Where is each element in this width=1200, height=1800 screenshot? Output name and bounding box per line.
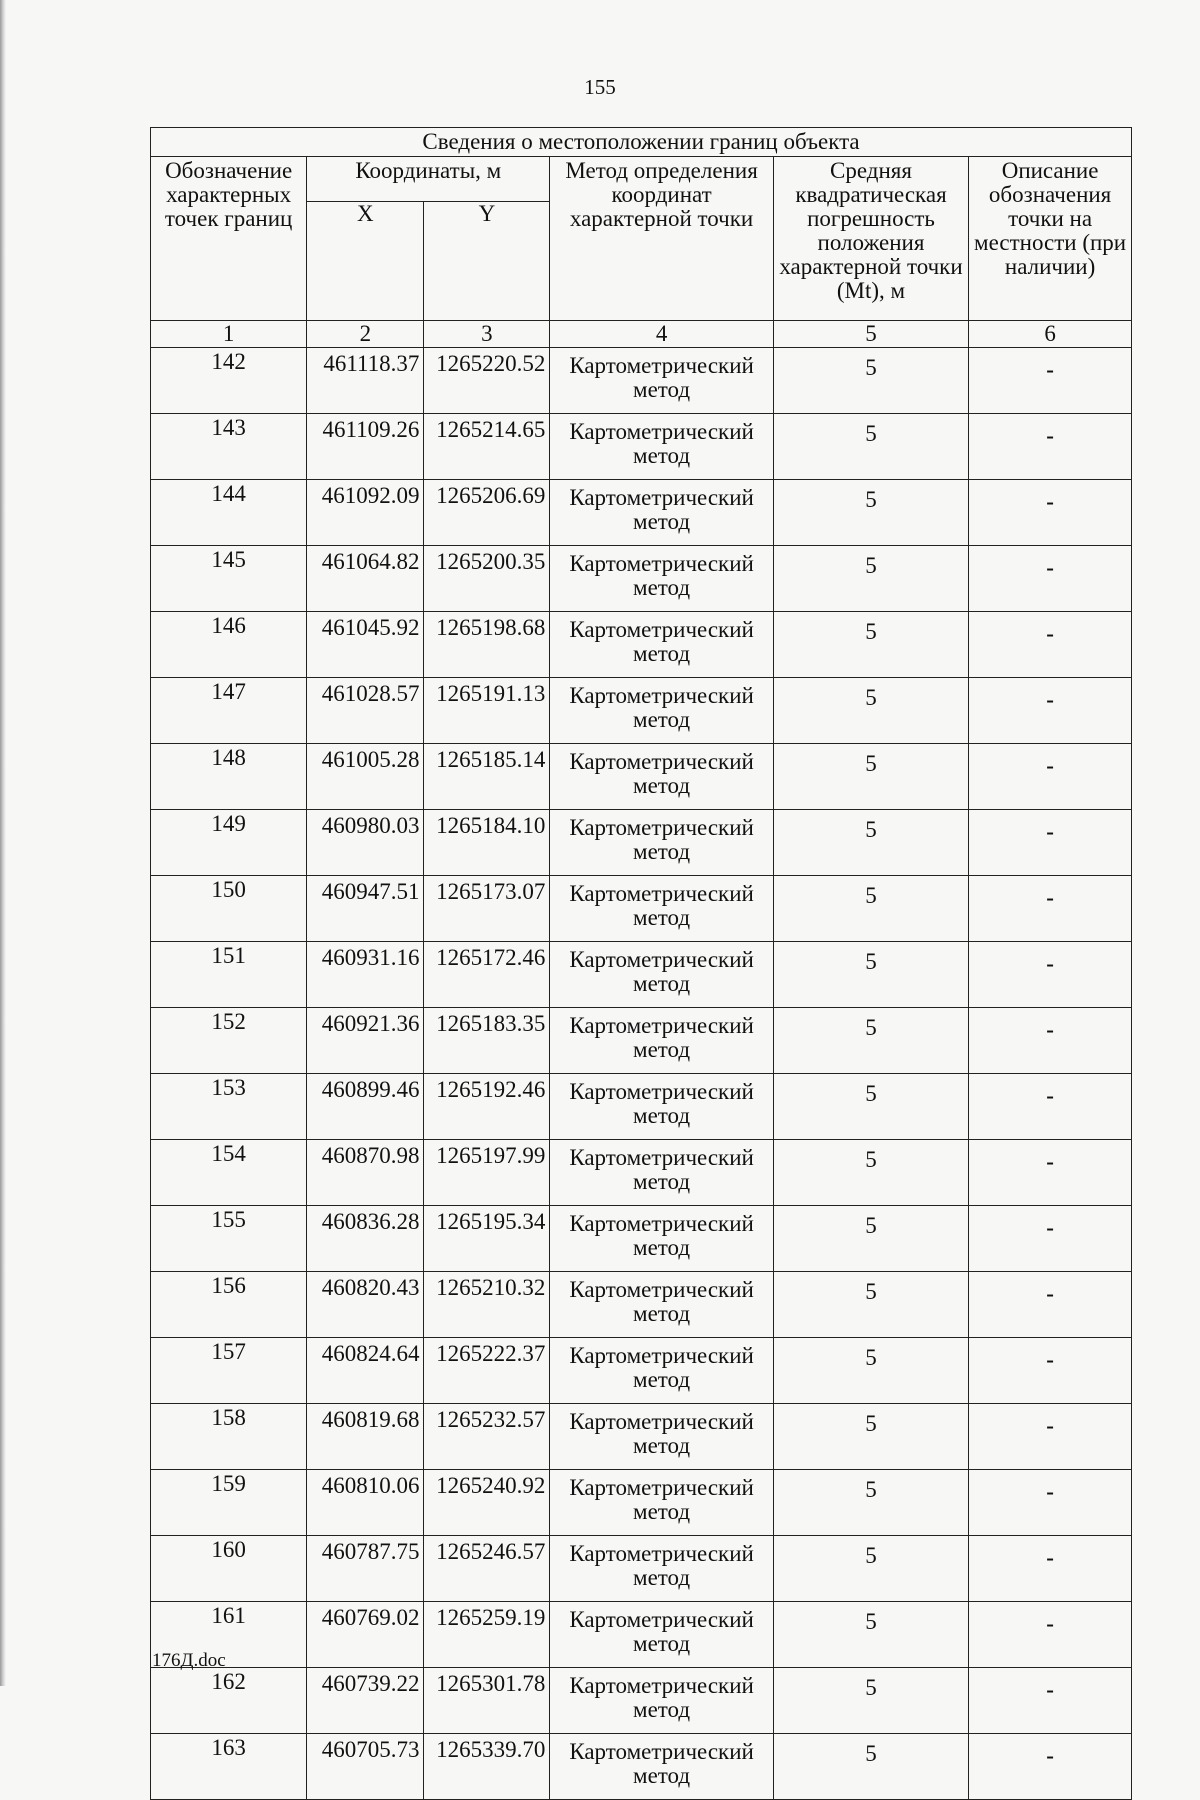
cell-x: 461092.09 <box>307 480 424 546</box>
footer-filename: 176Д.doc <box>152 1650 226 1671</box>
cell-x: 461028.57 <box>307 678 424 744</box>
table-row <box>151 744 1132 810</box>
cell-method: Картометрический метод <box>550 1734 774 1800</box>
table-row <box>151 678 1132 744</box>
cell-y: 1265200.35 <box>424 546 550 612</box>
cell-y: 1265214.65 <box>424 414 550 480</box>
table-row <box>151 1206 1132 1272</box>
cell-description: - <box>969 1272 1132 1338</box>
cell-y: 1265206.69 <box>424 480 550 546</box>
cell-point: 144 <box>151 480 307 546</box>
cell-x: 460824.64 <box>307 1338 424 1404</box>
table-row <box>151 1272 1132 1338</box>
cell-y: 1265183.35 <box>424 1008 550 1074</box>
cell-error: 5 <box>773 546 968 612</box>
cell-method: Картометрический метод <box>550 1338 774 1404</box>
header-y: Y <box>424 202 550 321</box>
cell-y: 1265339.70 <box>424 1734 550 1800</box>
cell-description: - <box>969 1470 1132 1536</box>
header-x: X <box>307 202 424 321</box>
cell-method: Картометрический метод <box>550 1470 774 1536</box>
cell-method: Картометрический метод <box>550 1668 774 1734</box>
cell-x: 460705.73 <box>307 1734 424 1800</box>
header-error: Средняя квадратическая погрешность положения характерной точки (Mt), м <box>773 157 968 321</box>
cell-error: 5 <box>773 1140 968 1206</box>
cell-method: Картометрический метод <box>550 876 774 942</box>
cell-description: - <box>969 480 1132 546</box>
cell-x: 460947.51 <box>307 876 424 942</box>
cell-x: 460769.02 <box>307 1602 424 1668</box>
cell-error: 5 <box>773 1602 968 1668</box>
cell-x: 460739.22 <box>307 1668 424 1734</box>
cell-point: 148 <box>151 744 307 810</box>
cell-y: 1265240.92 <box>424 1470 550 1536</box>
cell-description: - <box>969 1668 1132 1734</box>
cell-y: 1265172.46 <box>424 942 550 1008</box>
cell-y: 1265197.99 <box>424 1140 550 1206</box>
table-row <box>151 480 1132 546</box>
cell-point: 158 <box>151 1404 307 1470</box>
cell-point: 157 <box>151 1338 307 1404</box>
cell-x: 460921.36 <box>307 1008 424 1074</box>
cell-x: 460787.75 <box>307 1536 424 1602</box>
table-row <box>151 1602 1132 1668</box>
cell-x: 460820.43 <box>307 1272 424 1338</box>
cell-method: Картометрический метод <box>550 348 774 414</box>
cell-method: Картометрический метод <box>550 810 774 876</box>
cell-point: 160 <box>151 1536 307 1602</box>
table-row <box>151 942 1132 1008</box>
boundary-coordinates-table <box>150 127 1132 1800</box>
cell-y: 1265301.78 <box>424 1668 550 1734</box>
column-number: 5 <box>773 321 968 348</box>
cell-method: Картометрический метод <box>550 1206 774 1272</box>
table-caption: Сведения о местоположении границ объекта <box>151 128 1132 157</box>
cell-method: Картометрический метод <box>550 612 774 678</box>
cell-method: Картометрический метод <box>550 744 774 810</box>
cell-x: 460870.98 <box>307 1140 424 1206</box>
cell-description: - <box>969 1536 1132 1602</box>
cell-error: 5 <box>773 744 968 810</box>
column-number: 6 <box>969 321 1132 348</box>
table-row <box>151 546 1132 612</box>
cell-description: - <box>969 678 1132 744</box>
cell-description: - <box>969 876 1132 942</box>
cell-method: Картометрический метод <box>550 1404 774 1470</box>
cell-method: Картометрический метод <box>550 546 774 612</box>
cell-point: 150 <box>151 876 307 942</box>
cell-y: 1265220.52 <box>424 348 550 414</box>
cell-method: Картометрический метод <box>550 1074 774 1140</box>
cell-point: 151 <box>151 942 307 1008</box>
cell-x: 461045.92 <box>307 612 424 678</box>
table-row <box>151 1008 1132 1074</box>
table-row <box>151 1470 1132 1536</box>
header-coordinates: Координаты, м <box>307 157 550 202</box>
cell-description: - <box>969 1338 1132 1404</box>
cell-y: 1265185.14 <box>424 744 550 810</box>
cell-y: 1265184.10 <box>424 810 550 876</box>
table-row <box>151 810 1132 876</box>
cell-error: 5 <box>773 1734 968 1800</box>
cell-point: 162 <box>151 1668 307 1734</box>
cell-y: 1265195.34 <box>424 1206 550 1272</box>
cell-x: 461064.82 <box>307 546 424 612</box>
cell-description: - <box>969 1074 1132 1140</box>
cell-description: - <box>969 942 1132 1008</box>
table-row <box>151 1536 1132 1602</box>
cell-error: 5 <box>773 1008 968 1074</box>
cell-point: 143 <box>151 414 307 480</box>
cell-method: Картометрический метод <box>550 480 774 546</box>
cell-error: 5 <box>773 1206 968 1272</box>
cell-x: 461005.28 <box>307 744 424 810</box>
table-row <box>151 1668 1132 1734</box>
cell-description: - <box>969 414 1132 480</box>
header-point: Обозначение характерных точек границ <box>151 157 307 321</box>
header-method: Метод определения координат характерной точки <box>550 157 774 321</box>
cell-x: 460931.16 <box>307 942 424 1008</box>
column-number: 3 <box>424 321 550 348</box>
table-row <box>151 1404 1132 1470</box>
cell-error: 5 <box>773 414 968 480</box>
cell-y: 1265191.13 <box>424 678 550 744</box>
cell-error: 5 <box>773 612 968 678</box>
table-body <box>151 348 1132 1800</box>
cell-error: 5 <box>773 1074 968 1140</box>
cell-method: Картометрический метод <box>550 1602 774 1668</box>
cell-description: - <box>969 1602 1132 1668</box>
cell-method: Картометрический метод <box>550 414 774 480</box>
cell-point: 159 <box>151 1470 307 1536</box>
cell-point: 149 <box>151 810 307 876</box>
cell-x: 460836.28 <box>307 1206 424 1272</box>
cell-method: Картометрический метод <box>550 942 774 1008</box>
cell-description: - <box>969 348 1132 414</box>
column-number: 1 <box>151 321 307 348</box>
cell-x: 460899.46 <box>307 1074 424 1140</box>
scan-edge-shadow <box>0 0 6 1686</box>
cell-point: 147 <box>151 678 307 744</box>
column-number: 2 <box>307 321 424 348</box>
cell-description: - <box>969 1206 1132 1272</box>
cell-description: - <box>969 1140 1132 1206</box>
cell-point: 152 <box>151 1008 307 1074</box>
cell-point: 153 <box>151 1074 307 1140</box>
cell-x: 461109.26 <box>307 414 424 480</box>
cell-method: Картометрический метод <box>550 1008 774 1074</box>
cell-y: 1265222.37 <box>424 1338 550 1404</box>
cell-method: Картометрический метод <box>550 1536 774 1602</box>
cell-error: 5 <box>773 1272 968 1338</box>
cell-method: Картометрический метод <box>550 1272 774 1338</box>
cell-x: 460980.03 <box>307 810 424 876</box>
table-row <box>151 1140 1132 1206</box>
cell-description: - <box>969 1734 1132 1800</box>
cell-y: 1265173.07 <box>424 876 550 942</box>
cell-description: - <box>969 546 1132 612</box>
cell-description: - <box>969 612 1132 678</box>
table-row <box>151 1734 1132 1800</box>
cell-error: 5 <box>773 678 968 744</box>
cell-method: Картометрический метод <box>550 1140 774 1206</box>
cell-point: 142 <box>151 348 307 414</box>
cell-description: - <box>969 810 1132 876</box>
cell-point: 154 <box>151 1140 307 1206</box>
cell-x: 460819.68 <box>307 1404 424 1470</box>
cell-error: 5 <box>773 942 968 1008</box>
cell-y: 1265246.57 <box>424 1536 550 1602</box>
cell-point: 163 <box>151 1734 307 1800</box>
cell-point: 155 <box>151 1206 307 1272</box>
cell-error: 5 <box>773 1470 968 1536</box>
column-number: 4 <box>550 321 774 348</box>
cell-point: 156 <box>151 1272 307 1338</box>
cell-error: 5 <box>773 348 968 414</box>
header-description: Описание обозначения точки на местности (при наличии) <box>969 157 1132 321</box>
table-row <box>151 414 1132 480</box>
cell-error: 5 <box>773 1404 968 1470</box>
page-number: 155 <box>584 75 616 99</box>
cell-y: 1265210.32 <box>424 1272 550 1338</box>
cell-error: 5 <box>773 876 968 942</box>
table-row <box>151 1338 1132 1404</box>
cell-error: 5 <box>773 480 968 546</box>
cell-method: Картометрический метод <box>550 678 774 744</box>
cell-error: 5 <box>773 810 968 876</box>
cell-description: - <box>969 1008 1132 1074</box>
cell-point: 161 <box>151 1602 307 1668</box>
cell-x: 461118.37 <box>307 348 424 414</box>
cell-point: 146 <box>151 612 307 678</box>
table-row <box>151 1074 1132 1140</box>
cell-error: 5 <box>773 1338 968 1404</box>
table-row <box>151 348 1132 414</box>
cell-error: 5 <box>773 1668 968 1734</box>
table-row <box>151 876 1132 942</box>
cell-point: 145 <box>151 546 307 612</box>
cell-y: 1265259.19 <box>424 1602 550 1668</box>
cell-description: - <box>969 1404 1132 1470</box>
cell-y: 1265232.57 <box>424 1404 550 1470</box>
cell-description: - <box>969 744 1132 810</box>
cell-x: 460810.06 <box>307 1470 424 1536</box>
cell-error: 5 <box>773 1536 968 1602</box>
table-row <box>151 612 1132 678</box>
cell-y: 1265198.68 <box>424 612 550 678</box>
cell-y: 1265192.46 <box>424 1074 550 1140</box>
